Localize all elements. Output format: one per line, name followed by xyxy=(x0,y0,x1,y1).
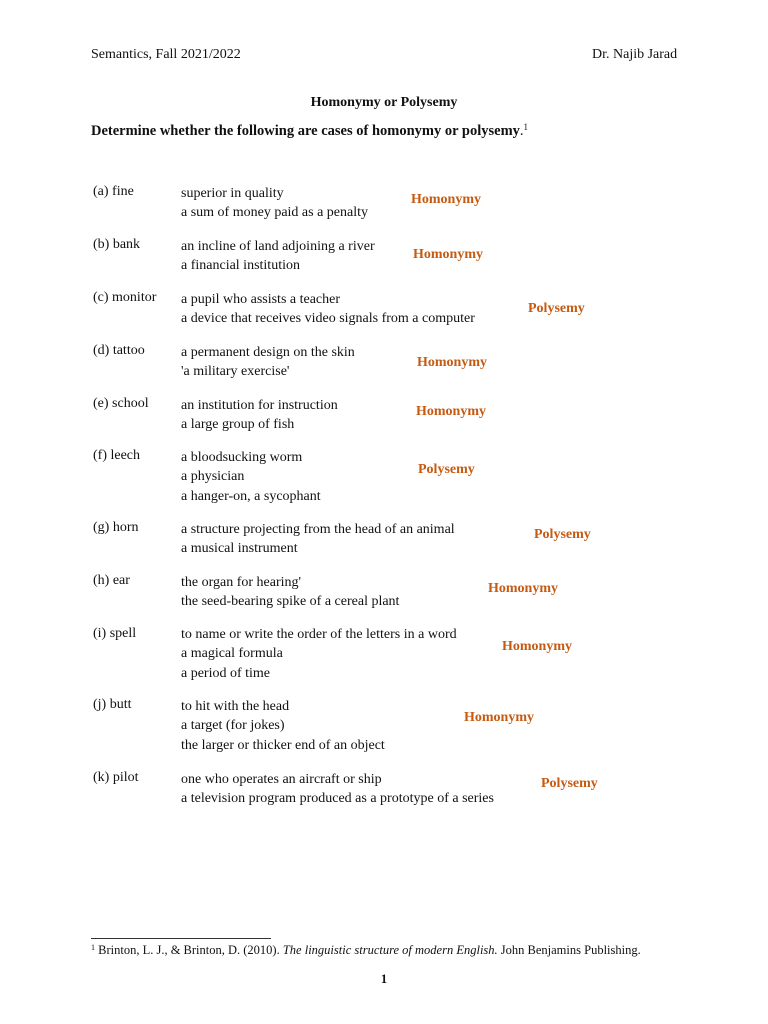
item-defs-k xyxy=(181,770,494,809)
answer-d: Homonymy xyxy=(417,355,487,370)
definition: a device that receives video signals from a computer xyxy=(181,311,475,327)
answer-b: Homonymy xyxy=(413,247,483,262)
item-defs-a xyxy=(181,184,368,223)
answer-j: Homonymy xyxy=(464,710,534,725)
item-term-f: (f) leech xyxy=(93,448,141,463)
definition: a bloodsucking worm xyxy=(181,450,303,465)
answer-k: Polysemy xyxy=(541,776,598,791)
answer-g: Polysemy xyxy=(534,527,591,542)
definition: a pupil who assists a teacher xyxy=(181,292,341,307)
definition: an incline of land adjoining a river xyxy=(181,239,375,254)
item-defs-g xyxy=(181,520,455,559)
definition: one who operates an aircraft or ship xyxy=(181,772,382,787)
definition: a magical formula xyxy=(181,646,283,662)
footnote xyxy=(91,943,641,958)
answer-a: Homonymy xyxy=(411,192,481,207)
item-defs-e xyxy=(181,396,338,435)
footnote-publisher: John Benjamins Publishing. xyxy=(497,943,641,957)
item-term-i: (i) spell xyxy=(93,626,137,641)
item-term-k: (k) pilot xyxy=(93,770,139,785)
definition: a structure projecting from the head of an animal xyxy=(181,522,455,537)
item-term-j: (j) butt xyxy=(93,697,132,712)
definition: 'a military exercise' xyxy=(181,364,290,380)
instruction xyxy=(91,123,528,140)
definition: a hanger-on, a sycophant xyxy=(181,488,321,504)
definition: a permanent design on the skin xyxy=(181,345,355,360)
definition: a physician xyxy=(181,469,245,485)
item-defs-i xyxy=(181,625,457,683)
answer-c: Polysemy xyxy=(528,301,585,316)
definition: a financial institution xyxy=(181,258,300,274)
footnote-ref[interactable]: 1 xyxy=(523,122,529,132)
definition: a television program produced as a prototype of a series xyxy=(181,791,494,807)
item-term-c: (c) monitor xyxy=(93,290,157,305)
definition: an institution for instruction xyxy=(181,398,338,413)
definition: a large group of fish xyxy=(181,417,295,433)
answer-f: Polysemy xyxy=(418,462,475,477)
page-title: Homonymy or Polysemy xyxy=(310,95,458,110)
definition: the seed-bearing spike of a cereal plant xyxy=(181,594,400,610)
answer-i: Homonymy xyxy=(502,639,572,654)
footnote-marker: 1 xyxy=(91,943,95,952)
item-term-h: (h) ear xyxy=(93,573,130,588)
definition: a sum of money paid as a penalty xyxy=(181,205,369,221)
definition: superior in quality xyxy=(181,186,284,201)
item-defs-d xyxy=(181,343,355,382)
item-defs-c xyxy=(181,290,475,329)
answer-h: Homonymy xyxy=(488,581,558,596)
header-right: Dr. Najib Jarad xyxy=(592,47,678,62)
definition: a period of time xyxy=(181,665,271,681)
item-term-d: (d) tattoo xyxy=(93,343,145,358)
item-term-b: (b) bank xyxy=(93,237,141,252)
item-defs-f xyxy=(181,448,321,506)
item-term-e: (e) school xyxy=(93,396,149,411)
instruction-text: Determine whether the following are cases of homonymy or polysemy xyxy=(91,123,520,139)
definition: a target (for jokes) xyxy=(181,718,285,734)
item-term-g: (g) horn xyxy=(93,520,139,535)
footnote-divider xyxy=(91,938,271,939)
definition: a musical instrument xyxy=(181,541,298,557)
item-defs-h xyxy=(181,573,399,612)
answer-e: Homonymy xyxy=(416,404,486,419)
footnote-work: The linguistic structure of modern English. xyxy=(282,943,498,957)
definition: to name or write the order of the letters in a word xyxy=(181,627,457,642)
definition: the organ for hearing' xyxy=(181,575,302,590)
page-number: 1 xyxy=(380,972,388,986)
definition: to hit with the head xyxy=(181,699,290,714)
definition: the larger or thicker end of an object xyxy=(181,737,385,753)
item-defs-j xyxy=(181,697,385,755)
header-left: Semantics, Fall 2021/2022 xyxy=(91,47,241,62)
item-defs-b xyxy=(181,237,375,276)
footnote-authors: Brinton, L. J., & Brinton, D. (2010). xyxy=(95,943,283,957)
item-term-a: (a) fine xyxy=(93,184,134,199)
instruction-period: . xyxy=(519,123,524,139)
